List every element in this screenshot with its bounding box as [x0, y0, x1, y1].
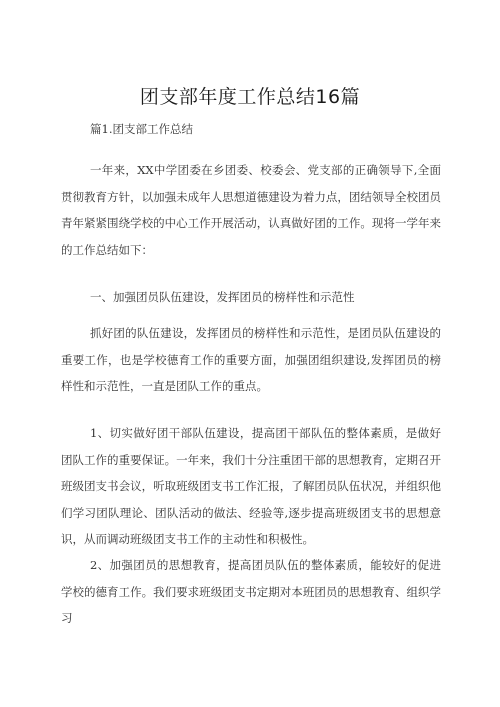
paragraph-team-building: 抓好团的队伍建设，发挥团员的榜样性和示范性，是团员队伍建设的重要工作，也是学校德育工作的重要方面，加强团组织建设,发挥团员的榜样性和示范性，一直是团队工作的重点。: [61, 326, 441, 393]
article-subtitle: 篇1.团支部工作总结: [90, 122, 193, 136]
section-heading: 一、加强团员队伍建设，发挥团员的榜样性和示范性: [90, 290, 355, 304]
document-title: 团支部年度工作总结16篇: [139, 86, 361, 108]
paragraph-cadre-building: 1、切实做好团干部队伍建设，提高团干部队伍的整体素质，是做好团队工作的重要保证。一年来，我们十分注重团干部的思想教育，定期召开班级团支书会议，听取班级团支书工作汇报，了解团员队伍状况，并组织他们学习团队理论、团队活动的做法、经验等,逐步提高班级团支书的思想意识，从而调动班级团支书工作的主动性和积极性。: [61, 426, 441, 546]
paragraph-ideology-education: 2、加强团员的思想教育，提高团员队伍的整体素质，能较好的促进学校的德育工作。我们要求班级团支书定期对本班团员的思想教育、组织学习: [61, 558, 441, 625]
paragraph-intro: 一年来，XX中学团委在乡团委、校委会、党支部的正确领导下,全面贯彻教育方针，以加强未成年人思想道德建设为着力点，团结领导全校团员青年紧紧围绕学校的中心工作开展活动，认真做好团的工作。现将一学年来的工作总结如下：: [61, 163, 441, 257]
